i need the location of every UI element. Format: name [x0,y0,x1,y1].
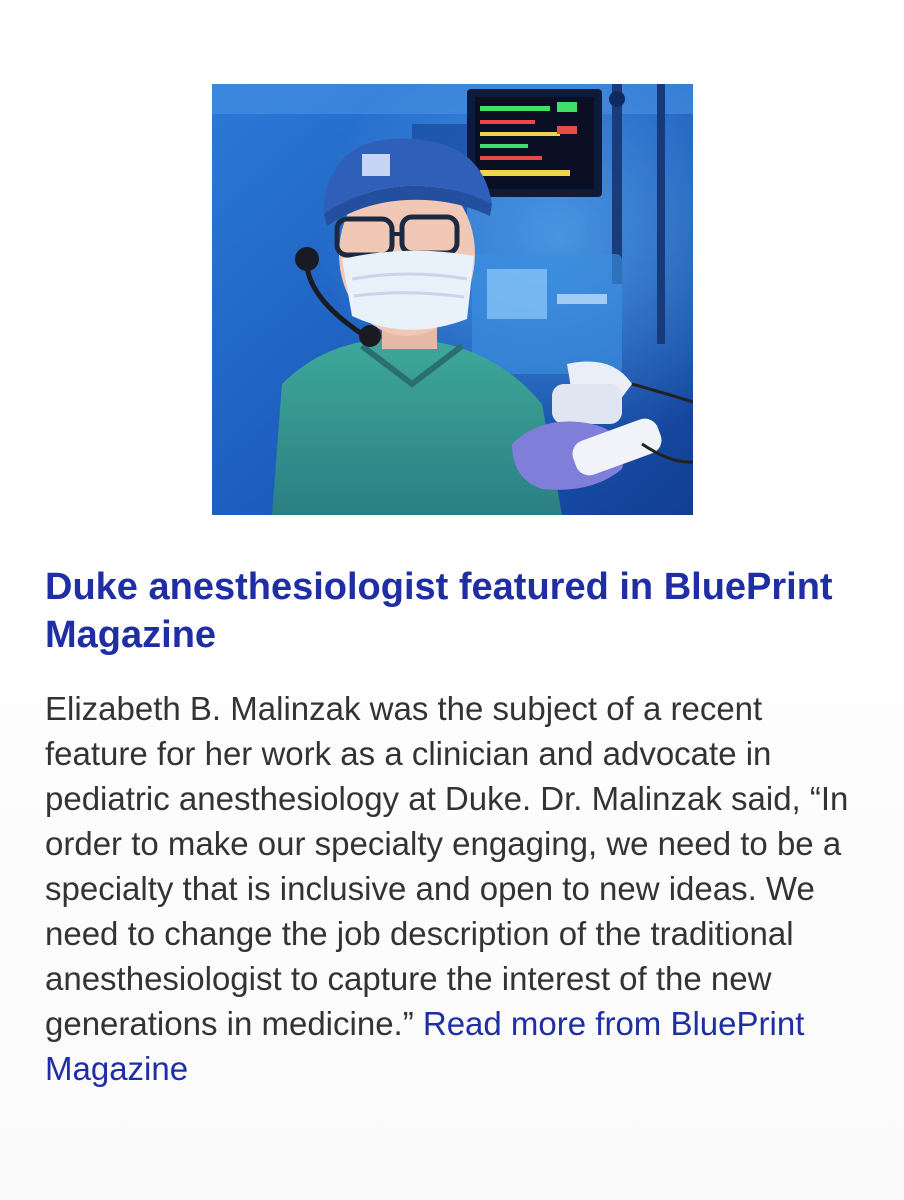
article-body [45,686,865,1091]
read-more-link[interactable]: Read more from BluePrint Magazine [45,1005,805,1087]
article-headline[interactable]: Duke anesthesiologist featured in BluePrint Magazine [45,566,833,656]
article-body-text: Elizabeth B. Malinzak was the subject of a recent feature for her work as a clinician and advocate in pediatric anesthesiology at Duke. Dr. Malinzak said, “In order to make our specialty engaging, we need to be a specialty that is inclusive and open to new ideas. We need to change the job description of the traditional anesthesiologist to capture the interest of the new generations in medicine.” [45,690,849,1042]
article-photo[interactable] [212,84,693,515]
